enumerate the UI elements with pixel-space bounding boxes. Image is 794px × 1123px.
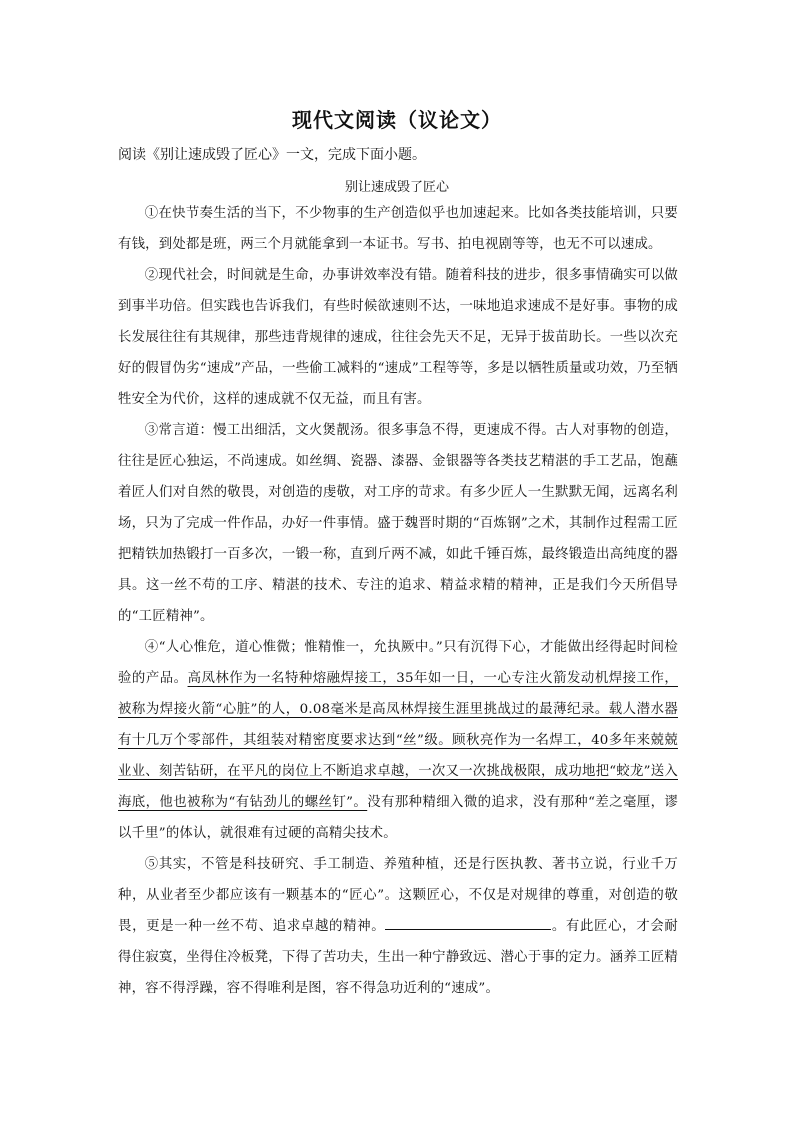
article-title: 别让速成毁了匠心 [344, 180, 449, 195]
fill-in-blank[interactable] [385, 917, 551, 930]
document-title: 现代文阅读（议论文） [292, 108, 502, 132]
paragraph-5-tail: 。有此匠心，才会耐得住寂寞，坐得住冷板凳，下得了苦功夫，生出一种宁静致远、潜心于事的定力。涵养工匠精神，容不得浮躁，容不得唯利是图，容不得急功近利的“速成”。 [118, 919, 678, 996]
article-body [118, 198, 678, 1004]
paragraph-1: ①在快节奏生活的当下，不少物事的生产创造似乎也加速起来。比如各类技能培训，只要有钱，到处都是班，两三个月就能拿到一本证书。写书、拍电视剧等等，也无不可以速成。 [118, 206, 678, 252]
paragraph-5 [118, 849, 678, 1004]
paragraph-4 [118, 632, 678, 849]
reading-instruction: 阅读《别让速成毁了匠心》一文，完成下面小题。 [118, 147, 426, 163]
paragraph-5-lead: ⑤其实，不管是科技研究、手工制造、养殖种植，还是行医执教、著书立说，行业千万种，从业者至少都应该有一颗基本的“匠心”。这颗匠心，不仅是对规律的尊重，对创造的敬畏，更是一种一丝不苟、追求卓越的精神。 [118, 857, 678, 934]
paragraph-4-underlined-text: 高凤林作为一名特种熔融焊接工，35年如一日，一心专注火箭发动机焊接工作，被称为焊接火箭“心脏”的人，0.08毫米是高凤林焊接生涯里挑战过的最薄纪录。载人潜水器有十几万个零部件，其组装对精密度要求达到“丝”级。顾秋亮作为一名焊工，40多年来兢兢业业、刻苦钻研，在平凡的岗位上不断追求卓越，一次又一次挑战极限，成功地把“蛟龙”送入海底，他也被称为“有钻劲儿的螺丝钉”。 [118, 671, 678, 810]
paragraph-2: ②现代社会，时间就是生命，办事讲效率没有错。随着科技的进步，很多事情确实可以做到事半功倍。但实践也告诉我们，有些时候欲速则不达，一味地追求速成不是好事。事物的成长发展往往有其规律，那些违背规律的速成，往往会先天不足，无异于拔苗助长。一些以次充好的假冒伪劣“速成”产品，一些偷工减料的“速成”工程等等，多是以牺牲质量或功效，乃至牺牲安全为代价，这样的速成就不仅无益，而且有害。 [118, 268, 678, 407]
paragraph-4-tail: 没有那种精细入微的追求，没有那种“差之毫厘，谬以千里”的体认，就很难有过硬的高精尖技术。 [118, 795, 678, 841]
paragraph-3: ③常言道：慢工出细活，文火煲靓汤。很多事急不得，更速成不得。古人对事物的创造，往往是匠心独运，不尚速成。如丝绸、瓷器、漆器、金银器等各类技艺精湛的手工艺品，饱蘸着匠人们对自然的敬畏，对创造的虔敬，对工序的苛求。有多少匠人一生默默无闻，远离名利场，只为了完成一件作品，办好一件事情。盛于魏晋时期的“百炼钢”之术，其制作过程需工匠把精铁加热锻打一百多次，一锻一称，直到斤两不减，如此千锤百炼，最终锻造出高纯度的器具。这一丝不苟的工序、精湛的技术、专注的追求、精益求精的精神，正是我们今天所倡导的“工匠精神”。 [118, 423, 678, 624]
paragraph-4-lead: ④“人心惟危，道心惟微；惟精惟一，允执厥中。”只有沉得下心，才能做出经得起时间检验的产品。 [118, 640, 678, 686]
